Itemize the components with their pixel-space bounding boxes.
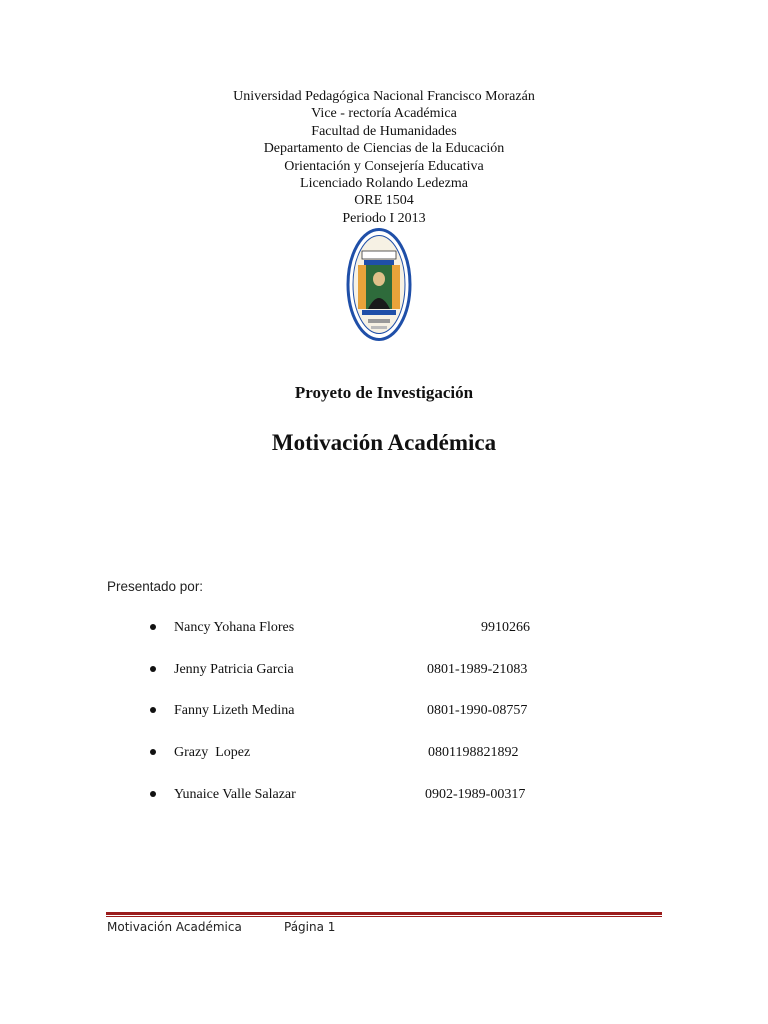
bullet-icon (150, 707, 156, 713)
header-line: Vice - rectoría Académica (311, 106, 457, 122)
bullet-icon (150, 791, 156, 797)
header-line: Facultad de Humanidades (311, 123, 457, 139)
header-line: Orientación y Consejería Educativa (284, 158, 484, 174)
header-line: Departamento de Ciencias de la Educación (263, 141, 505, 157)
footer-rule-thin (106, 916, 662, 917)
member-name: Yunaice Valle Salazar (174, 787, 296, 802)
member-id: 0902-1989-00317 (425, 787, 526, 802)
document-subtitle: Proyeto de Investigación (294, 383, 474, 402)
bullet-icon (150, 624, 156, 630)
footer-rule (106, 912, 662, 915)
document-title: Motivación Académica (271, 430, 497, 455)
header-line: Universidad Pedagógica Nacional Francisco Morazán (233, 89, 535, 104)
member-id: 9910266 (481, 620, 530, 635)
bullet-icon (150, 749, 156, 755)
header-line: ORE 1504 (354, 193, 414, 209)
header-line: Licenciado Rolando Ledezma (300, 176, 468, 192)
member-name: Jenny Patricia Garcia (174, 662, 294, 677)
member-name: Fanny Lizeth Medina (174, 703, 295, 718)
presented-by-label: Presentado por: (107, 579, 204, 594)
list-item (0, 662, 768, 682)
header-line: Periodo I 2013 (342, 210, 426, 226)
bullet-icon (150, 666, 156, 672)
member-name: Nancy Yohana Flores (174, 620, 295, 635)
university-seal-icon (346, 227, 412, 342)
page-number: Página 1 (284, 920, 336, 934)
list-item (0, 787, 768, 807)
member-id: 0801198821892 (428, 745, 519, 760)
member-id: 0801-1990-08757 (427, 703, 528, 718)
list-item (0, 620, 768, 640)
institution-header (0, 88, 768, 227)
member-id: 0801-1989-21083 (427, 662, 528, 677)
footer-title: Motivación Académica (107, 920, 242, 934)
member-name: Grazy Lopez (174, 745, 251, 760)
list-item (0, 703, 768, 723)
list-item (0, 745, 768, 765)
